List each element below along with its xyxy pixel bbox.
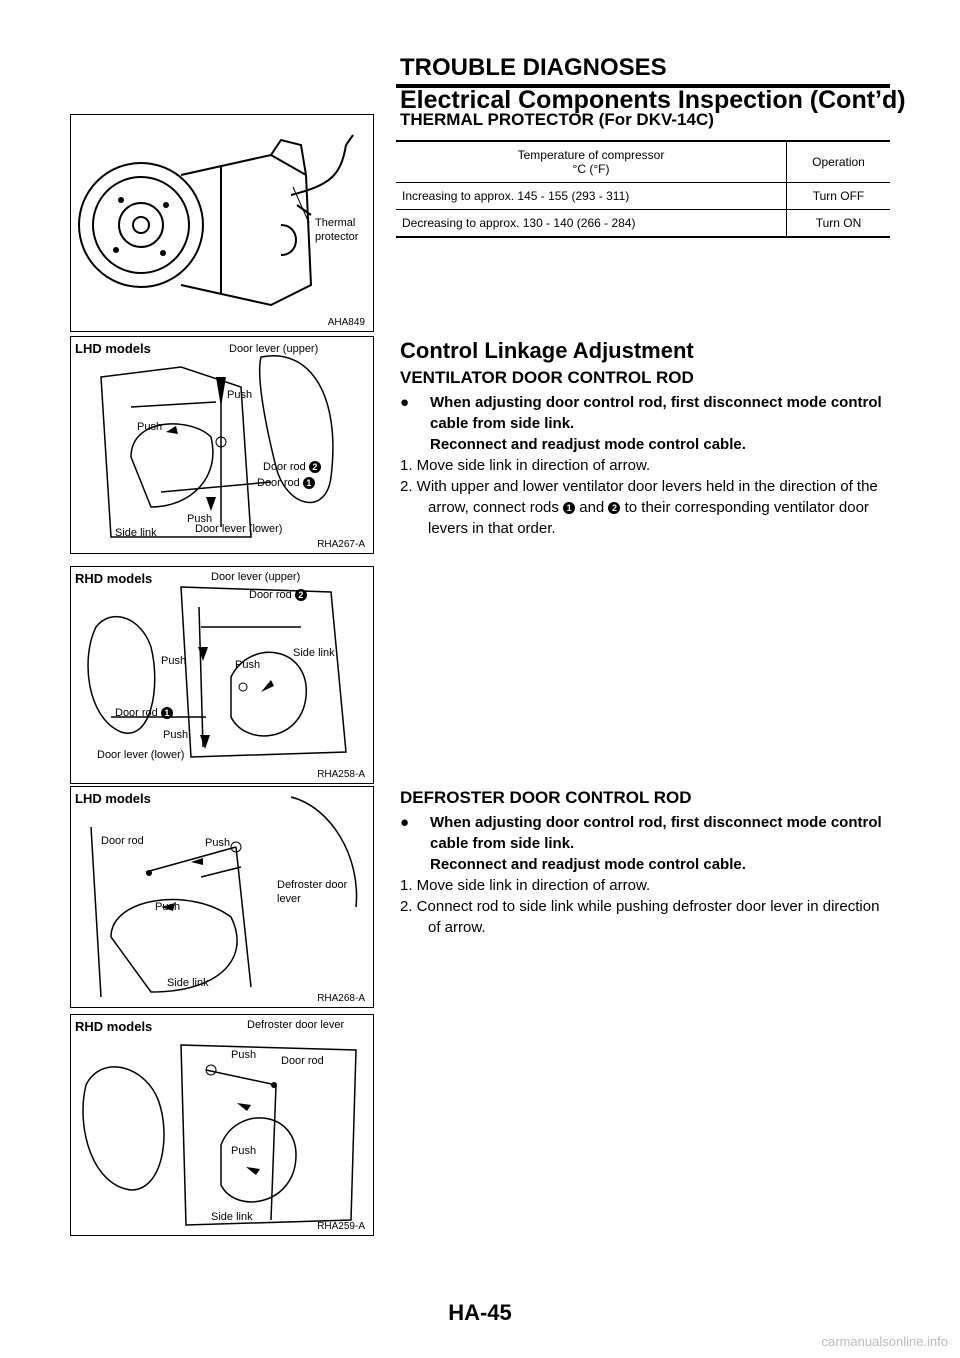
label-door-lever-upper: Door lever (upper)	[211, 571, 301, 583]
label-push: Push	[155, 901, 181, 913]
ventilator-step-2: 2. With upper and lower ventilator door levers held in the direction of the arrow, connect rods 1 and 2 to their corresponding ventilator door levers in that order.	[400, 478, 878, 537]
figure-ventilator-lhd	[70, 336, 374, 554]
figure-ventilator-rhd	[70, 566, 374, 784]
ventilator-instructions	[400, 392, 892, 539]
label-door-lever-lower: Door lever (lower)	[97, 749, 185, 761]
thermal-title: THERMAL PROTECTOR (For DKV-14C)	[400, 110, 714, 129]
rod-2-badge: 2	[309, 461, 321, 473]
ventilator-title: VENTILATOR DOOR CONTROL ROD	[400, 368, 694, 387]
rod-2-badge: 2	[608, 502, 620, 514]
label-push: Push	[187, 513, 213, 525]
table-header-row	[396, 141, 890, 183]
model-label: LHD models	[75, 341, 151, 356]
label-lever: lever	[277, 893, 301, 905]
label-door-lever-upper: Door lever (upper)	[229, 343, 319, 355]
label-defroster-door-lever: Defroster door lever	[247, 1019, 345, 1031]
defroster-bullet: ● When adjusting door control rod, first disconnect mode control cable from side link. Reconnect and readjust mode control cable.	[400, 814, 882, 873]
label-side-link: Side link	[115, 527, 157, 539]
table-row: Decreasing to approx. 130 - 140 (266 - 284) Turn ON	[396, 210, 890, 238]
label-door-rod: Door rod 2	[263, 461, 321, 473]
label-thermal: Thermal	[315, 217, 356, 229]
section-title: TROUBLE DIAGNOSES	[400, 54, 667, 81]
label-door-rod: Door rod 1	[257, 477, 315, 489]
rod-1-badge: 1	[161, 707, 173, 719]
ventilator-bullet: ● When adjusting door control rod, first disconnect mode control cable from side link. Reconnect and readjust mode control cable.	[400, 394, 882, 453]
label-door-lever-lower: Door lever (lower)	[195, 523, 283, 535]
label-push: Push	[235, 659, 261, 671]
figure-defroster-rhd	[70, 1014, 374, 1236]
figure-code: RHA259-A	[317, 1221, 365, 1232]
figure-code: AHA849	[327, 317, 365, 328]
rod-2-badge: 2	[295, 589, 307, 601]
figure-code: RHA268-A	[317, 993, 365, 1004]
label-push: Push	[227, 389, 253, 401]
model-label: LHD models	[75, 791, 151, 806]
subsection-title: Electrical Components Inspection (Cont’d)	[400, 86, 906, 114]
watermark: carmanualsonline.info	[821, 1334, 948, 1349]
model-label: RHD models	[75, 1019, 153, 1034]
header-operation: Operation	[812, 155, 865, 169]
label-door-rod: Door rod 2	[249, 589, 307, 601]
ventilator-lhd-illustration	[71, 337, 373, 553]
defroster-rhd-illustration	[71, 1015, 373, 1235]
control-title: Control Linkage Adjustment	[400, 338, 694, 363]
table-row: Increasing to approx. 145 - 155 (293 - 311) Turn OFF	[396, 183, 890, 210]
figure-thermal-protector	[70, 114, 374, 332]
header-temperature: Temperature of compressor °C (°F)	[396, 141, 786, 183]
label-protector: protector	[315, 231, 359, 243]
defroster-step-2: 2. Connect rod to side link while pushing defroster door lever in direction of arrow.	[400, 898, 880, 936]
label-push: Push	[161, 655, 187, 667]
page-number: HA-45	[448, 1300, 512, 1325]
label-side-link: Side link	[167, 977, 209, 989]
label-door-rod: Door rod	[281, 1055, 324, 1067]
defroster-instructions	[400, 812, 892, 938]
ventilator-step-1: 1. Move side link in direction of arrow.	[400, 457, 651, 474]
rod-1-badge: 1	[563, 502, 575, 514]
label-side-link: Side link	[293, 647, 335, 659]
model-label: RHD models	[75, 571, 153, 586]
figure-code: RHA267-A	[317, 539, 365, 550]
defroster-title: DEFROSTER DOOR CONTROL ROD	[400, 788, 692, 807]
label-push: Push	[205, 837, 231, 849]
defroster-lhd-illustration	[71, 787, 373, 1007]
label-door-rod: Door rod	[101, 835, 144, 847]
label-push: Push	[137, 421, 163, 433]
label-push: Push	[231, 1145, 257, 1157]
label-door-rod: Door rod 1	[115, 707, 173, 719]
defroster-step-1: 1. Move side link in direction of arrow.	[400, 877, 651, 894]
figure-code: RHA258-A	[317, 769, 365, 780]
label-defroster-door: Defroster door	[277, 879, 348, 891]
label-push: Push	[163, 729, 189, 741]
label-side-link: Side link	[211, 1211, 253, 1223]
label-push: Push	[231, 1049, 257, 1061]
rod-1-badge: 1	[303, 477, 315, 489]
figure-defroster-lhd	[70, 786, 374, 1008]
thermal-table	[396, 140, 890, 238]
